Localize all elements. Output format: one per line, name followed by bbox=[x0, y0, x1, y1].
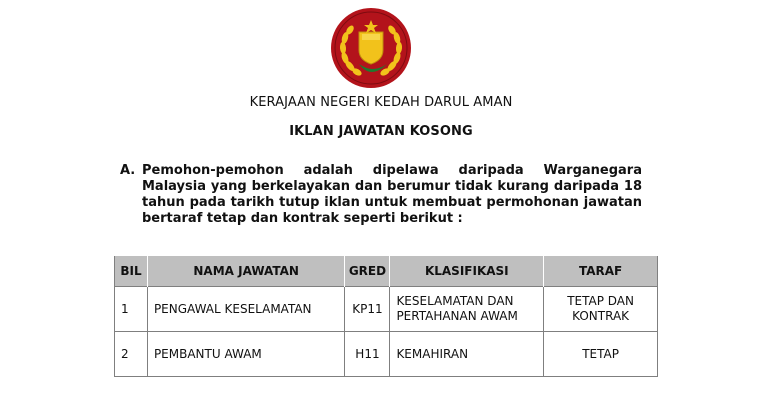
cell-taraf: TETAP bbox=[544, 332, 658, 377]
table-row bbox=[115, 332, 658, 377]
header-gred: GRED bbox=[345, 256, 390, 287]
header-klasifikasi: KLASIFIKASI bbox=[390, 256, 544, 287]
header-taraf: TARAF bbox=[544, 256, 658, 287]
vacancy-table bbox=[114, 256, 658, 377]
cell-bil: 2 bbox=[115, 332, 148, 377]
cell-bil: 1 bbox=[115, 287, 148, 332]
cell-taraf-line: KONTRAK bbox=[572, 309, 630, 323]
cell-taraf-line: TETAP DAN bbox=[567, 294, 634, 308]
page-title: IKLAN JAWATAN KOSONG bbox=[289, 124, 473, 139]
kedah-crest-logo bbox=[329, 6, 413, 90]
cell-taraf bbox=[544, 287, 658, 332]
table-row bbox=[115, 287, 658, 332]
crest-shield-band bbox=[362, 34, 380, 40]
header-bil: BIL bbox=[115, 256, 148, 287]
table-header-row bbox=[115, 256, 658, 287]
cell-klasifikasi: KEMAHIRAN bbox=[390, 332, 544, 377]
section-marker: A. bbox=[120, 163, 136, 178]
cell-nama-jawatan: PEMBANTU AWAM bbox=[147, 332, 345, 377]
cell-nama-jawatan: PENGAWAL KESELAMATAN bbox=[147, 287, 345, 332]
section-paragraph: Pemohon-pemohon adalah dipelawa daripada Warganegara Malaysia yang berkelayakan dan berumur tidak kurang daripada 18 tahun pada tarikh tutup iklan untuk membuat permohonan jawatan bertaraf tetap dan kontrak seperti berikut : bbox=[142, 163, 642, 226]
government-name: KERAJAAN NEGERI KEDAH DARUL AMAN bbox=[249, 95, 513, 110]
cell-klasifikasi-line: PERTAHANAN AWAM bbox=[396, 309, 518, 323]
cell-klasifikasi bbox=[390, 287, 544, 332]
cell-gred: KP11 bbox=[345, 287, 390, 332]
cell-klasifikasi-line: KESELAMATAN DAN bbox=[396, 294, 514, 308]
cell-gred: H11 bbox=[345, 332, 390, 377]
header-nama-jawatan: NAMA JAWATAN bbox=[147, 256, 345, 287]
